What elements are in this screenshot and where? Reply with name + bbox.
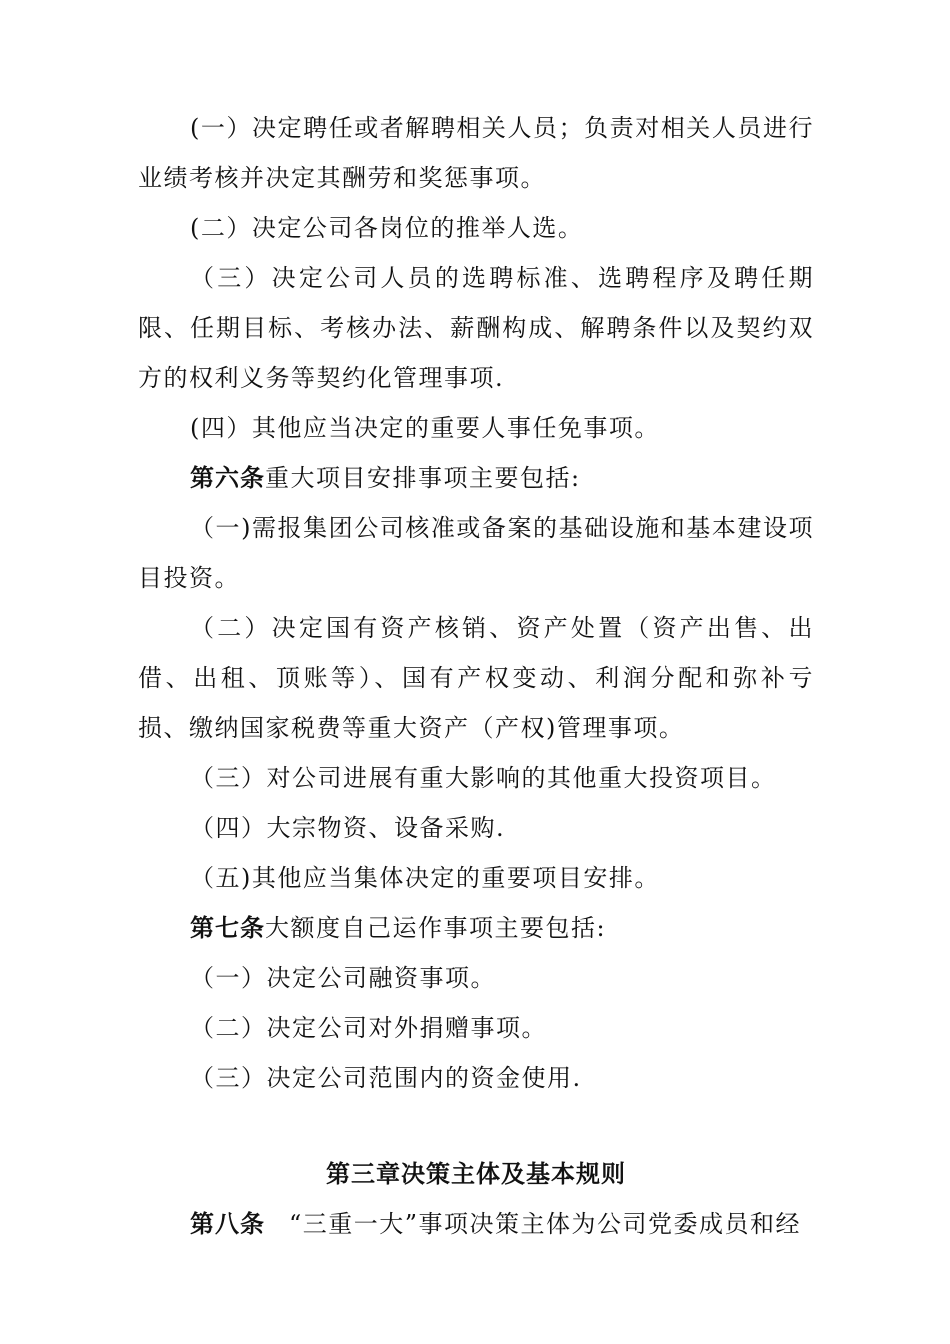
article-8-heading: 第八条: [190, 1210, 265, 1238]
article-7-item-2: （二）决定公司对外捐赠事项。: [190, 1014, 547, 1042]
article-7-item-3: （三）决定公司范围内的资金使用.: [190, 1064, 582, 1092]
article-7-item-1: （一）决定公司融资事项。: [190, 964, 496, 992]
article-6: [138, 453, 814, 503]
article-6-item-2: （二）决定国有资产核销、资产处置（资产出售、出借、出租、顶账等）、国有产权变动、利润分配和弥补亏损、缴纳国家税费等重大资产（产权)管理事项。: [138, 614, 814, 742]
article-7-heading: 第七条: [190, 914, 265, 942]
article-7-text: 大额度自己运作事项主要包括:: [265, 914, 607, 942]
article-6-item-4: （四）大宗物资、设备采购.: [190, 814, 506, 842]
article-6-item-1: （一)需报集团公司核准或备案的基础设施和基本建设项目投资。: [138, 514, 814, 592]
article-7: [138, 903, 814, 953]
article-6-text: 重大项目安排事项主要包括:: [265, 464, 581, 492]
paragraph-personnel-4: (四）其他应当决定的重要人事任免事项。: [190, 414, 660, 442]
paragraph-personnel-1: (一）决定聘任或者解聘相关人员；负责对相关人员进行业绩考核并决定其酬劳和奖惩事项。: [138, 114, 814, 192]
article-8: [138, 1199, 814, 1249]
article-8-text: “三重一大”事项决策主体为公司党委成员和经: [289, 1210, 802, 1238]
article-6-item-3: （三）对公司进展有重大影响的其他重大投资项目。: [190, 764, 777, 792]
chapter-3-title: 第三章决策主体及基本规则: [326, 1160, 626, 1188]
paragraph-personnel-3: （三）决定公司人员的选聘标准、选聘程序及聘任期限、任期目标、考核办法、薪酬构成、解聘条件以及契约双方的权利义务等契约化管理事项.: [138, 264, 814, 392]
article-6-item-5: （五)其他应当集体决定的重要项目安排。: [190, 864, 660, 892]
document-page: [138, 103, 814, 1249]
paragraph-personnel-2: (二）决定公司各岗位的推举人选。: [190, 214, 584, 242]
article-6-heading: 第六条: [190, 464, 265, 492]
